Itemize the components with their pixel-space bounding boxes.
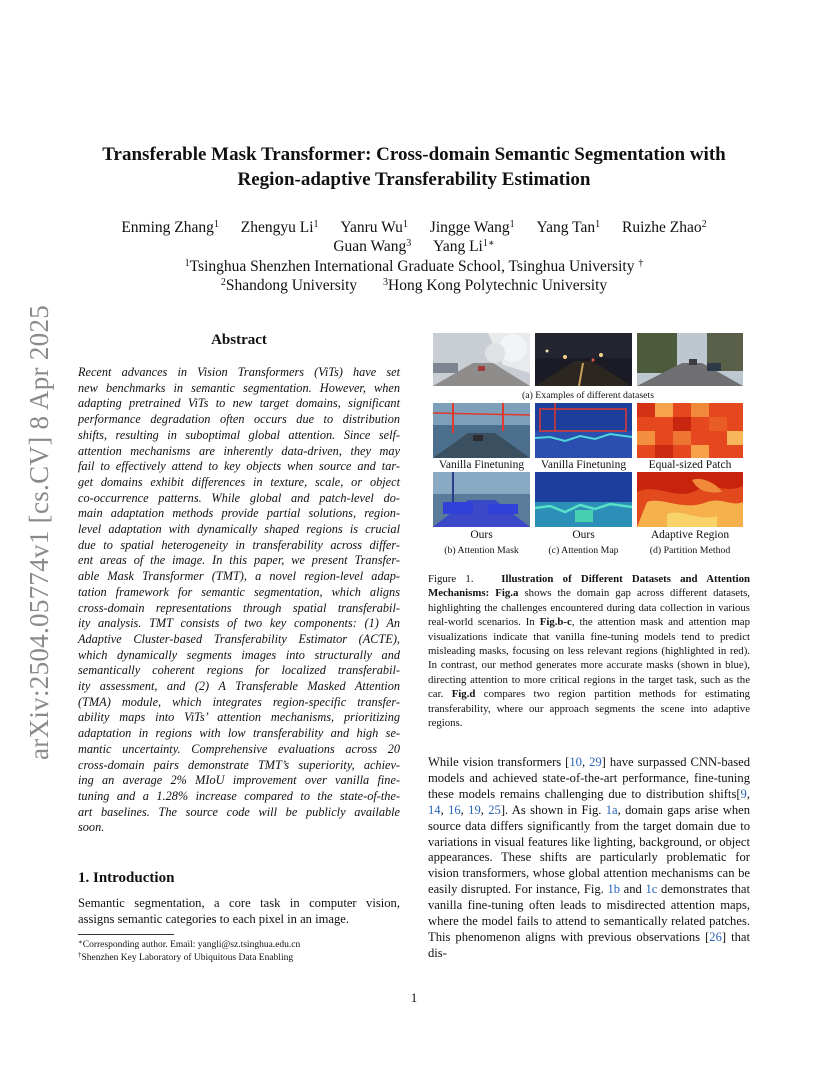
author: Yanru Wu$^1$ (340, 219, 408, 236)
attention-map-vanilla (535, 403, 632, 458)
dataset-example-night (535, 333, 632, 386)
text-line: get domains exhibit differences in texture, scale, or object (78, 474, 400, 489)
author: Yang Tan$^1$ (536, 219, 601, 236)
snow-street-image (433, 333, 530, 386)
text-line: ability maps into ViTs’ attention mechanisms, prioritizing (78, 710, 400, 725)
figure-reference-link[interactable]: 1c (645, 882, 658, 897)
subfigure-b-label: (b) Attention Mask (444, 545, 519, 556)
text-line: Semantic segmentation, a core task in computer vision, (78, 896, 400, 910)
author: Zhengyu Li$^1$ (240, 219, 319, 236)
citation-link[interactable]: 9 (740, 786, 747, 801)
citation-link[interactable]: 25 (488, 802, 501, 817)
author: Jingge Wang$^1$ (429, 219, 515, 236)
text-line: mantic uncertainty. Comprehensive evaluations across 20 (78, 741, 400, 756)
text-line: adaptation in regions with low transferability and high se- (78, 726, 400, 741)
footnote-corresponding: ∗Corresponding author. Email: yangli@sz.tsinghua.edu.cn (78, 938, 301, 950)
text-line: co-occurrence patterns. While global and patch-level do- (78, 490, 400, 505)
adaptive-region-image (637, 472, 743, 527)
affiliation-1: $^1$Tsinghua Shenzhen International Graduate School, Tsinghua University † (184, 258, 644, 275)
text-line: Recent advances in Vision Transformers (ViTs) have set (78, 365, 400, 379)
title-line-1: Transferable Mask Transformer: Cross-domain Semantic Segmentation with (102, 144, 726, 165)
text-line: Adaptive Cluster-based Transferability Estimator (ACTE), (78, 631, 400, 646)
arxiv-sidebar (22, 292, 54, 762)
text-line: ity analysis. TMT consists of two key components: (1) An (78, 616, 400, 631)
label-ours-mask: Ours (470, 529, 493, 541)
attention-mask-ours (433, 472, 530, 527)
text-line: tation framework for semantic segmentation, which aligns (78, 584, 400, 599)
text-line: cross-domain pairs demonstrate TMT’s superiority, achiev- (78, 757, 400, 772)
abstract-heading: Abstract (211, 332, 267, 348)
label-equal-sized-patch: Equal-sized Patch (648, 459, 732, 471)
footnote-rule (78, 934, 174, 935)
author: Yang $Li^{1∗}$ (433, 238, 495, 255)
text-line: ity assessment, and (2) A Transferable Masked Attention (78, 679, 400, 694)
citation-link[interactable]: 26 (709, 929, 722, 944)
author: Ruizhe Zhao$^2$ (622, 219, 707, 236)
citation-link[interactable]: 14 (428, 802, 441, 817)
ours-attention-map-image (535, 472, 632, 527)
author: Enming Zhang$^1$ (121, 219, 219, 236)
partition-adaptive-region (637, 472, 743, 527)
paper-title (60, 142, 768, 192)
night-street-image (535, 333, 632, 386)
text-line: due to spatial heterogeneity in transferability across differ- (78, 537, 400, 552)
vanilla-attention-map-image (535, 403, 632, 458)
label-adaptive-region: Adaptive Region (650, 529, 730, 541)
text-line: new benchmarks in semantic segmentation. However, when (78, 380, 400, 395)
text-line: performance degradation often occurs due to distribution (78, 412, 400, 427)
day-street-image (637, 333, 743, 386)
text-line: semantically coherent regions for localized transferabil- (78, 663, 400, 678)
text-line: fail to effectively attend to key objects when source and tar- (78, 459, 400, 474)
text-line: ent areas of the image. In this paper, we present Transfer- (78, 553, 400, 568)
text-line: assigns semantic categories to each pixel in an image. (78, 911, 350, 926)
introduction-body (78, 896, 400, 927)
text-line: which dynamically segments images into structurally and (78, 647, 400, 662)
figure-reference-link[interactable]: 1b (607, 882, 621, 897)
text-line: (TMA) module, which integrates region-specific transfer- (78, 694, 400, 709)
citation-link[interactable]: 19 (468, 802, 481, 817)
subfigure-d-label: (d) Partition Method (649, 545, 731, 556)
dataset-example-snow (433, 333, 530, 386)
citation-link[interactable]: 16 (448, 802, 461, 817)
attention-mask-vanilla (433, 403, 530, 458)
page-number: 1 (410, 990, 418, 1005)
footnote-lab: †Shenzhen Key Laboratory of Ubiquitous Data Enabling (78, 951, 294, 963)
author: Guan Wang$^3$ (333, 238, 412, 255)
author-list (80, 218, 748, 256)
ours-mask-image (433, 472, 530, 527)
label-vanilla-finetuning-map: Vanilla Finetuning (540, 459, 627, 471)
subfigure-a-label: (a) Examples of different datasets (521, 390, 655, 401)
text-line: main adaptation methods provide partial solutions, region- (78, 506, 400, 521)
text-line: cross-domain representations through spatial transferabil- (78, 600, 400, 615)
introduction-body-continued: While vision transformers [10, 29] have surpassed CNN-based models and achieved state-of-the-art performance, fine-tuning these models remains challenging due to distribution shifts[9, 14, 16, 19, 25]. As shown in Fig. 1a, domain gaps arise when source data differs significantly from the target domain due to variations in visual features like lighting, background, or object appearances. These shifts are particularly problematic for vision transformers, whose global attention mechanisms can be easily disrupted. For instance, Fig. 1b and 1c demonstrates that vanilla fine-tuning often leads to misdirected attention maps, where the model fails to attend to semantically related patches. This phenomenon aligns with previous observations [26] that dis- (428, 755, 751, 960)
label-vanilla-finetuning-mask: Vanilla Finetuning (438, 459, 525, 471)
citation-link[interactable]: 29 (589, 755, 602, 769)
figure-reference-link[interactable]: 1a (605, 802, 618, 817)
text-line: adapting pretrained ViTs to new target domains, significant (78, 396, 400, 411)
text-line: attention mechanisms are inherently data-driven, they may (78, 443, 400, 458)
text-line: soon. (78, 820, 105, 835)
vanilla-mask-image (433, 403, 530, 458)
partition-equal-patch (637, 403, 743, 458)
equal-patch-grid-image (637, 403, 743, 458)
subfigure-c-label: (c) Attention Map (548, 545, 619, 556)
dataset-example-day (637, 333, 743, 386)
attention-map-ours (535, 472, 632, 527)
title-line-2: Region-adaptive Transferability Estimation (237, 169, 591, 190)
affiliation-2-3: $^2$Shandong University $^3$Hong Kong Polytechnic University (220, 277, 608, 294)
text-line: shifts, resulting in suboptimal global attention. Since self- (78, 427, 400, 442)
label-ours-map: Ours (572, 529, 595, 541)
citation-link[interactable]: 10 (569, 755, 582, 769)
arxiv-id: arXiv:2504.05774v1 [cs.CV] 8 Apr 2025 (24, 304, 54, 760)
section-heading-introduction: 1. Introduction (78, 870, 175, 886)
text-line: able Mask Transformer (TMT), a novel region-level adap- (78, 569, 400, 584)
text-line: art baselines. The source code will be publicly available (78, 804, 400, 819)
text-line: level adaptation with dynamically shaped regions is crucial (78, 522, 400, 537)
abstract-body (78, 365, 400, 836)
text-line: ing an average 2% MIoU improvement over vanilla fine- (78, 773, 400, 788)
figure-1-caption: Figure 1. Illustration of Different Datasets and Attention Mechanisms: Fig.a shows the domain gap across different datasets, highlighting the challenges encountered during data collection in various real-world scenarios. In Fig.b-c, the attention mask and attention map visualizations indicate that vanilla fine-tuning models tend to predict misleading masks, focusing on less relevant regions (highlighted in red). In contrast, our method generates more accurate masks (shown in blue), directing attention to more critical regions in the target task, such as the car. Fig.d compares two region partition methods for estimating transferability, where our approach segments the scene into adaptive regions. (428, 573, 750, 730)
text-line: tuning and a 1.28% increase compared to the state-of-the- (78, 788, 400, 803)
